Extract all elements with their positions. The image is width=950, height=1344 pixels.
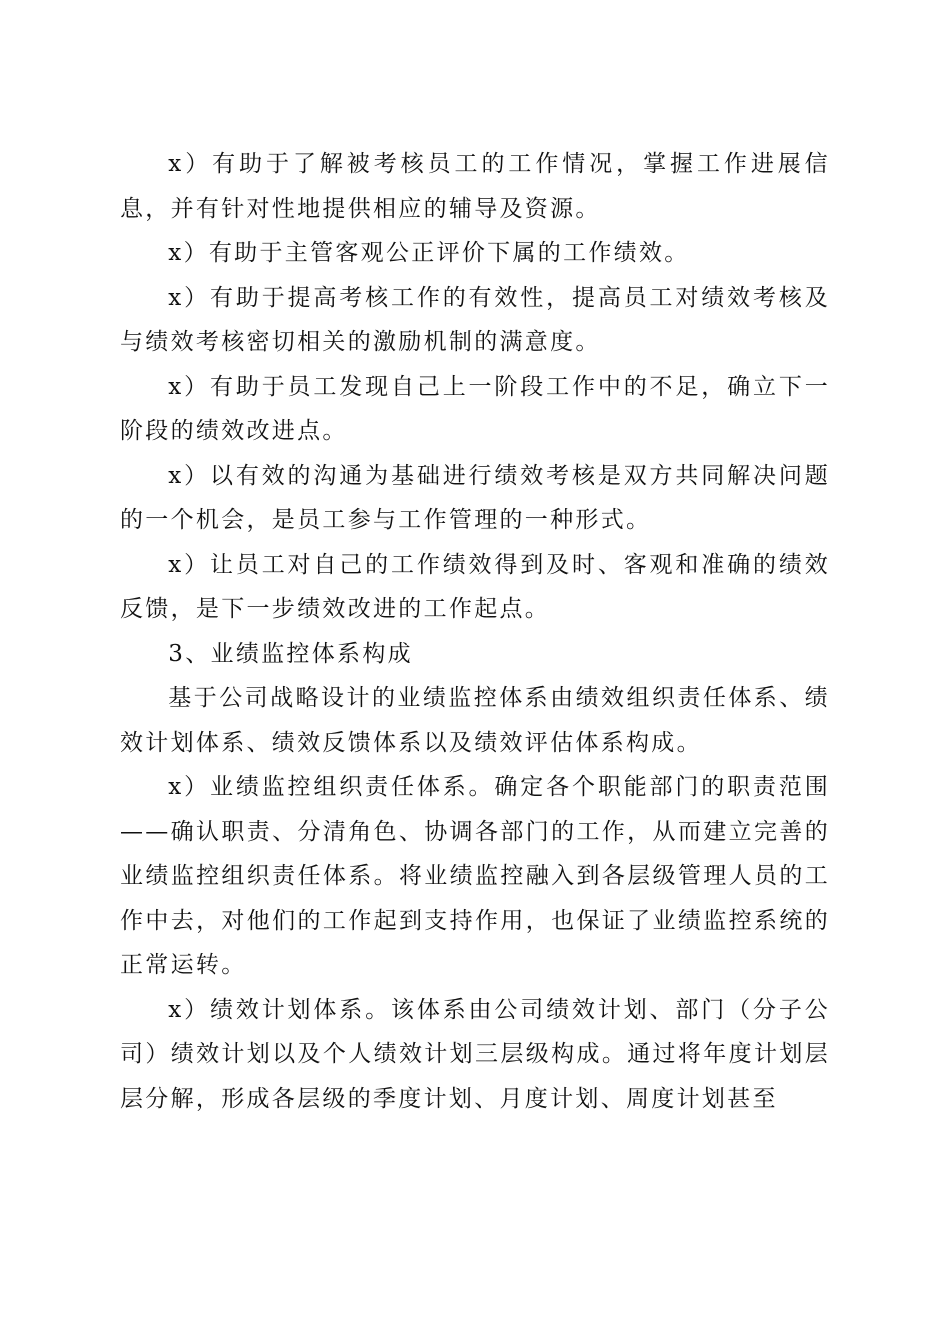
paragraph-2: x）有助于主管客观公正评价下属的工作绩效。 bbox=[168, 240, 690, 266]
paragraph-1: x）有助于了解被考核员工的工作情况，掌握工作进展信息，并有针对性地提供相应的辅导及资源。 bbox=[120, 151, 830, 222]
paragraph-5: x）以有效的沟通为基础进行绩效考核是双方共同解决问题的一个机会，是员工参与工作管理的一种形式。 bbox=[120, 462, 830, 533]
section-heading: 3、业绩监控体系构成 bbox=[168, 640, 413, 667]
paragraph-8: 基于公司战略设计的业绩监控体系由绩效组织责任体系、绩效计划体系、绩效反馈体系以及绩效评估体系构成。 bbox=[120, 685, 830, 756]
paragraph-10: x）绩效计划体系。该体系由公司绩效计划、部门（分子公司）绩效计划以及个人绩效计划三层级构成。通过将年度计划层层分解，形成各层级的季度计划、月度计划、周度计划甚至 bbox=[120, 996, 830, 1112]
paragraph-6: x）让员工对自己的工作绩效得到及时、客观和准确的绩效反馈，是下一步绩效改进的工作起点。 bbox=[120, 551, 830, 622]
document-body bbox=[120, 142, 830, 1121]
paragraph-9: x）业绩监控组织责任体系。确定各个职能部门的职责范围——确认职责、分清角色、协调各部门的工作，从而建立完善的业绩监控组织责任体系。将业绩监控融入到各层级管理人员的工作中去，对他们的工作起到支持作用，也保证了业绩监控系统的正常运转。 bbox=[120, 774, 830, 978]
paragraph-4: x）有助于员工发现自己上一阶段工作中的不足，确立下一阶段的绩效改进点。 bbox=[120, 373, 830, 444]
paragraph-3: x）有助于提高考核工作的有效性，提高员工对绩效考核及与绩效考核密切相关的激励机制的满意度。 bbox=[120, 284, 830, 355]
